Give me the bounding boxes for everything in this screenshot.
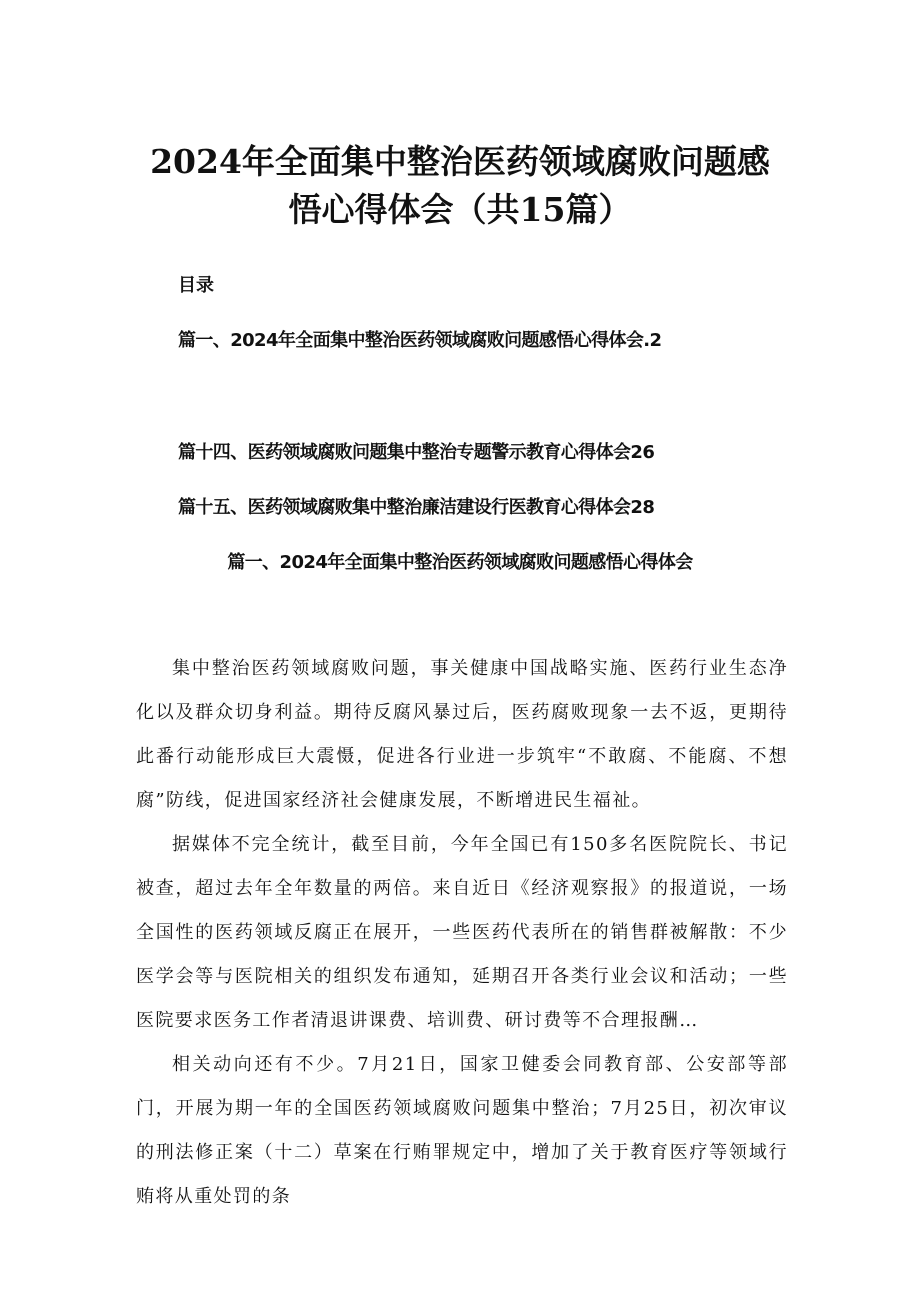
toc-entry-15[interactable]: 篇十五、医药领域腐败集中整治廉洁建设行医教育心得体会28	[178, 497, 655, 518]
body-paragraph-2: 据媒体不完全统计，截至目前，今年全国已有150多名医院院长、书记被查，超过去年全年数量的两倍。来自近日《经济观察报》的报道说，一场全国性的医药领域反腐正在展开，一些医药代表所在的销售群被解散：不少医学会等与医院相关的组织发布通知，延期召开各类行业会议和活动；一些医院要求医务工作者清退讲课费、培训费、研讨费等不合理报酬…	[136, 834, 788, 1031]
toc-entry-1[interactable]: 篇一、2024年全面集中整治医药领域腐败问题感悟心得体会.2	[178, 330, 662, 351]
document-title-line-2: 悟心得体会（共15篇）	[288, 190, 632, 229]
section-heading: 篇一、2024年全面集中整治医药领域腐败问题感悟心得体会	[227, 552, 693, 573]
toc-entry-14[interactable]: 篇十四、医药领域腐败问题集中整治专题警示教育心得体会26	[178, 442, 655, 463]
toc-heading: 目录	[178, 275, 214, 296]
document-title-line-1: 2024年全面集中整治医药领域腐败问题感	[150, 142, 770, 181]
body-paragraph-1: 集中整治医药领域腐败问题，事关健康中国战略实施、医药行业生态净化以及群众切身利益。期待反腐风暴过后，医药腐败现象一去不返，更期待此番行动能形成巨大震慑，促进各行业进一步筑牢“不敢腐、不能腐、不想腐”防线，促进国家经济社会健康发展，不断增进民生福祉。	[136, 658, 788, 811]
section-body	[136, 647, 788, 1219]
body-paragraph-3: 相关动向还有不少。7月21日，国家卫健委会同教育部、公安部等部门，开展为期一年的全国医药领域腐败问题集中整治；7月25日，初次审议的刑法修正案（十二）草案在行贿罪规定中，增加了关于教育医疗等领域行贿将从重处罚的条	[136, 1054, 788, 1207]
